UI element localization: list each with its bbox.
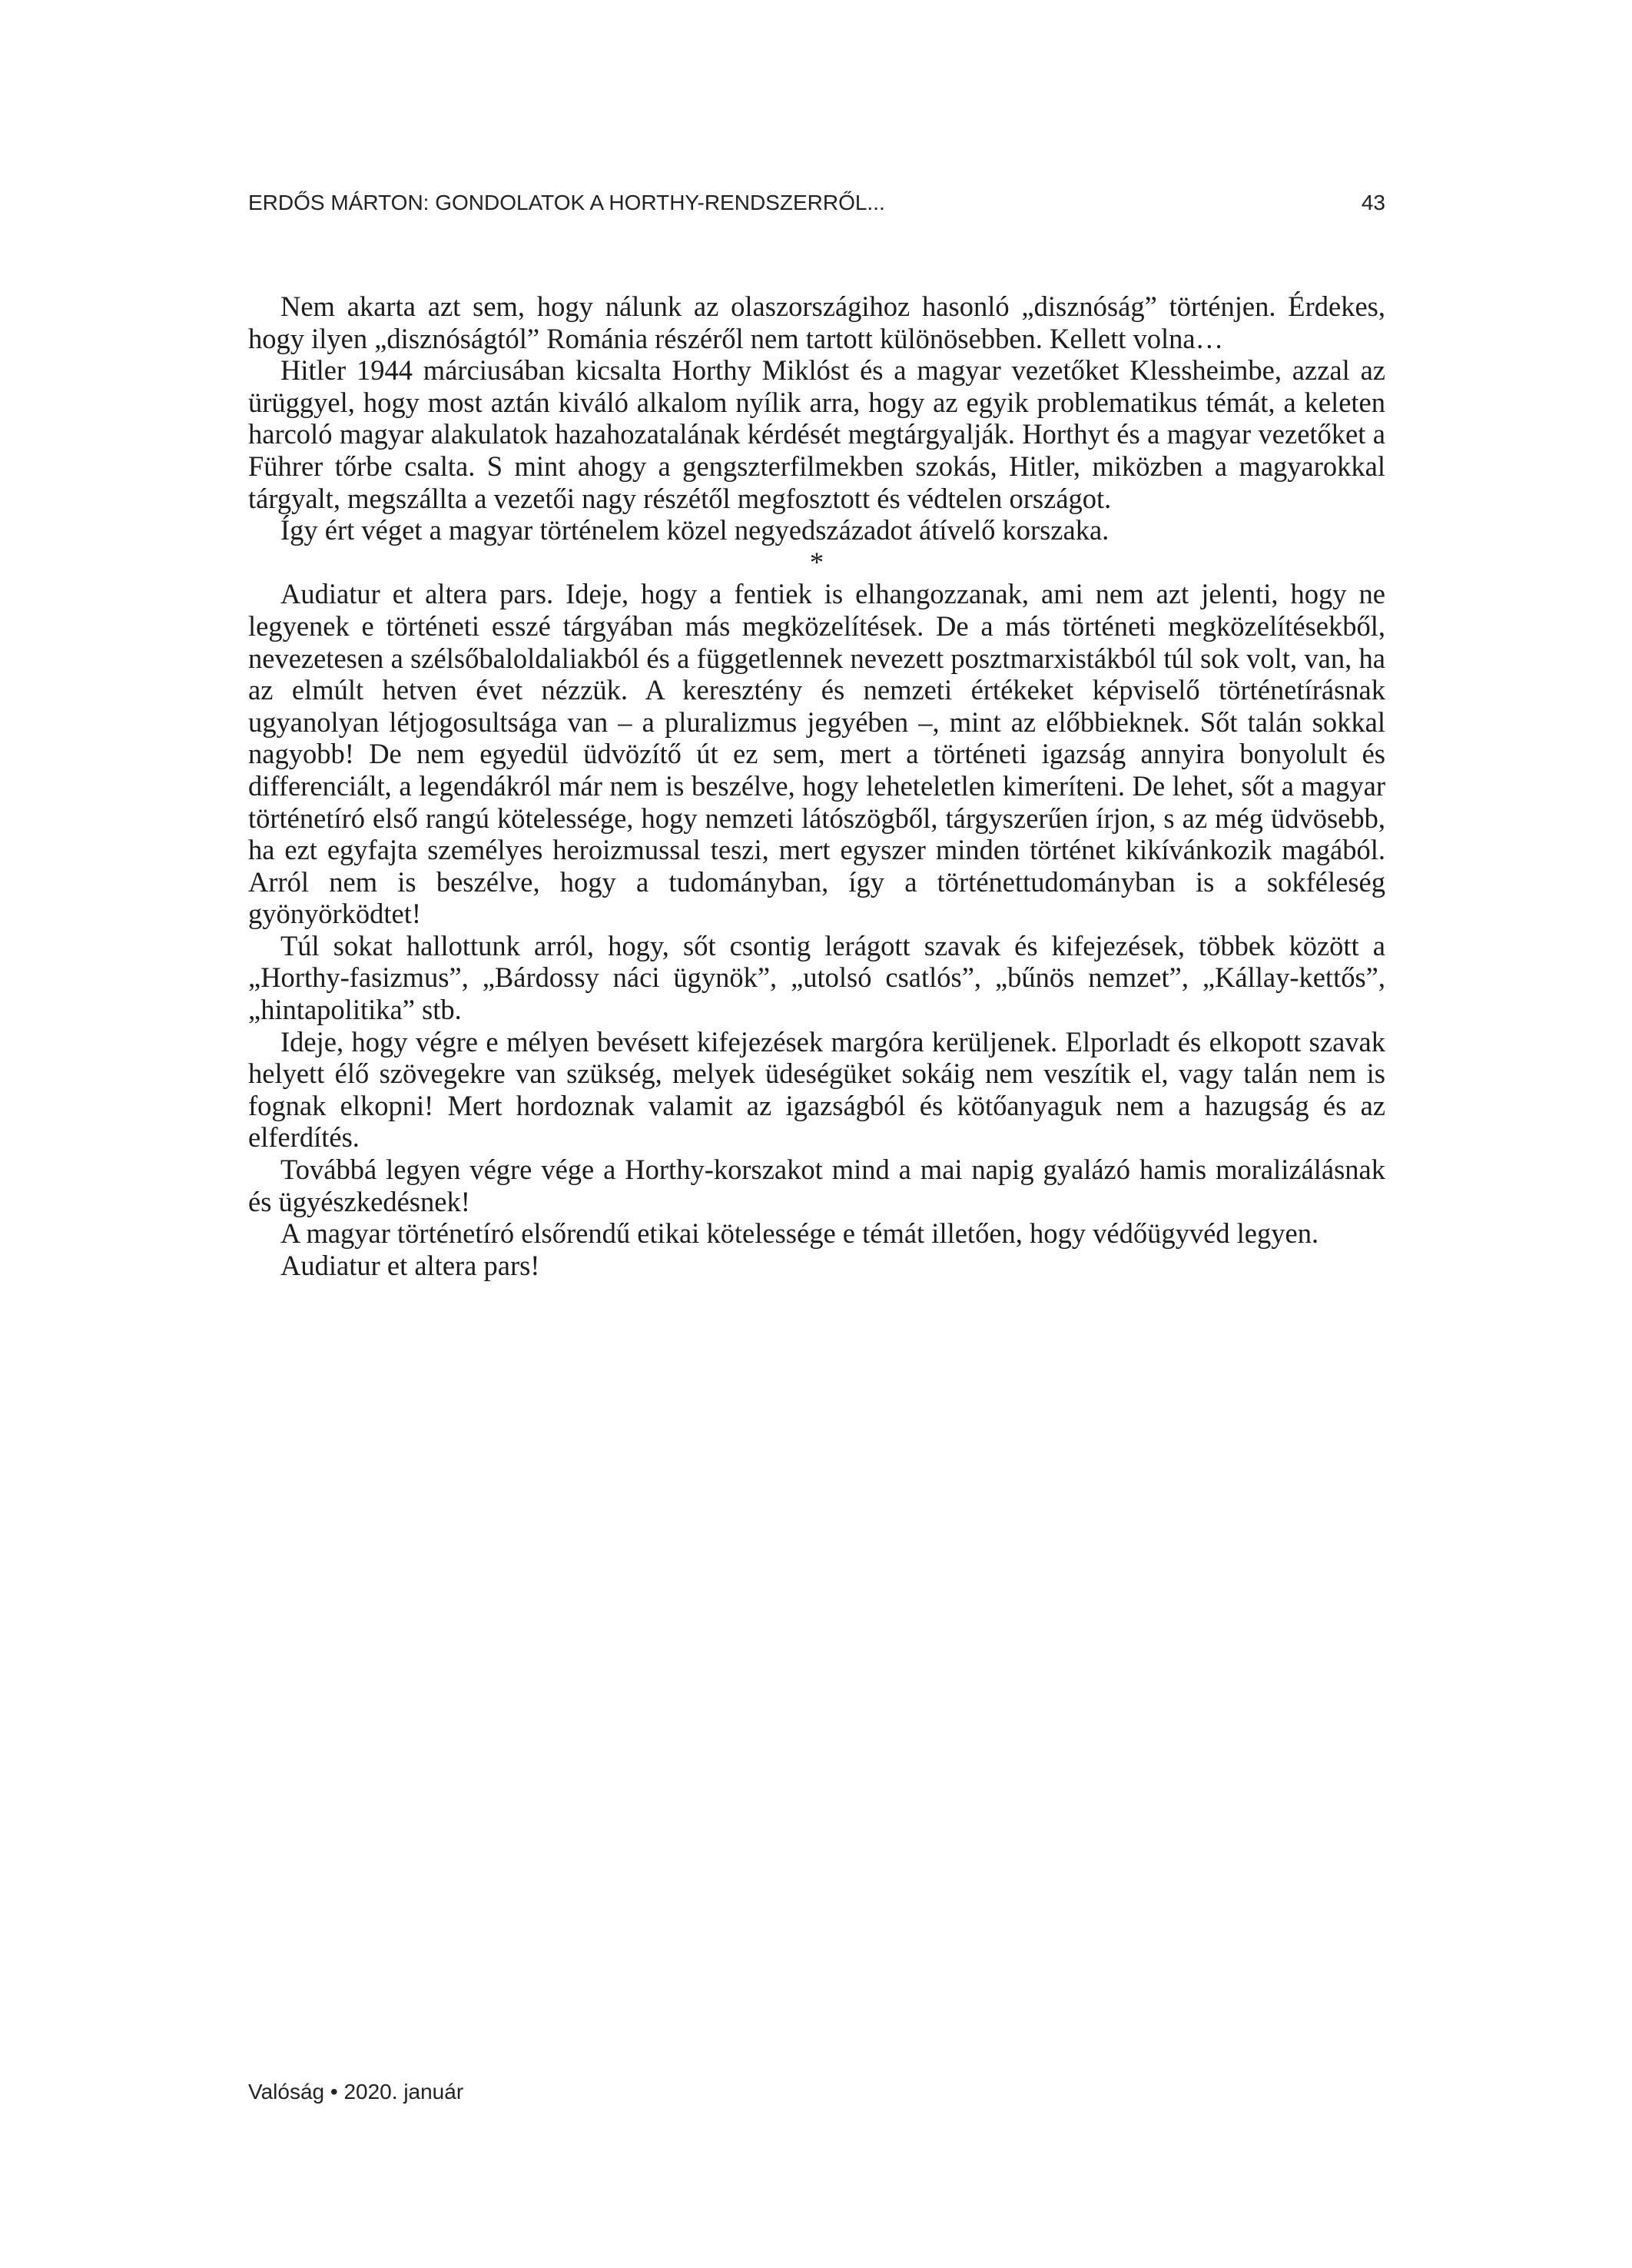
paragraph-3: Így ért véget a magyar történelem közel negyedszázadot átívelő korszaka. <box>280 514 1110 546</box>
running-header <box>248 188 1385 218</box>
header-title: ERDŐS MÁRTON: GONDOLATOK A HORTHY-RENDSZERRŐL... <box>248 191 885 214</box>
page-footer: Valóság • 2020. január <box>248 2080 464 2104</box>
paragraph-9: Audiatur et altera pars! <box>280 1249 540 1281</box>
paragraph-7: Továbbá legyen végre vége a Horthy-korszakot mind a mai napig gyalázó hamis moralizálásnak és ügyészkedésnek! <box>248 1154 1385 1217</box>
paragraph-6: Ideje, hogy végre e mélyen bevésett kifejezések margóra kerüljenek. Elporladt és elkopott szavak helyett élő szövegekre van szükség, melyek üdeségüket sokáig nem veszítik el, vagy talán nem is fognak elkopni! Mert hordoznak valamit az igazságból és kötőanyaguk nem a hazugság és az elferdítés. <box>248 1025 1385 1154</box>
article-body <box>248 291 1385 1281</box>
paragraph-1: Nem akarta azt sem, hogy nálunk az olaszországihoz hasonló „disznóság” történjen. Érdekes, hogy ilyen „disznóságtól” Románia részéről nem tartott különösebben. Kellett volna… <box>248 291 1385 354</box>
paragraph-4: Audiatur et altera pars. Ideje, hogy a fentiek is elhangozzanak, ami nem azt jelenti, hogy ne legyenek e történeti esszé tárgyában más megközelítések. De a más történeti megközelítésekből, nevezetesen a szélsőbaloldaliakból és a függetlennek nevezett posztmarxistákból túl sok volt, van, ha az elmúlt hetven évet nézzük. A keresztény és nemzeti értékeket képviselő történetírásnak ugyanolyan létjogosultsága van – a pluralizmus jegyében –, mint az előbbieknek. Sőt talán sokkal nagyobb! De nem egyedül üdvözítő út ez sem, mert a történeti igazság annyira bonyolult és differenciált, a legendákról már nem is beszélve, hogy leheteletlen kimeríteni. De lehet, sőt a magyar történetíró első rangú kötelessége, hogy nemzeti látószögből, tárgyszerűen írjon, s az még üdvösebb, ha ezt egyfajta személyes heroizmussal teszi, mert egyszer minden történet kikívánkozik magából. Arról nem is beszélve, hogy a tudományban, így a történettudományban is a sokféleség gyönyörködtet! <box>248 578 1385 930</box>
paragraph-5: Túl sokat hallottunk arról, hogy, sőt csontig lerágott szavak és kifejezések, többek között a „Horthy-fasizmus”, „Bárdossy náci ügynök”, „utolsó csatlós”, „bűnös nemzet”, „Kállay-kettős”, „hintapolitika” stb. <box>248 929 1385 1026</box>
section-separator: * <box>809 546 824 578</box>
paragraph-2: Hitler 1944 márciusában kicsalta Horthy Miklóst és a magyar vezetőket Klessheimbe, azzal az ürüggyel, hogy most aztán kiváló alkalom nyílik arra, hogy az egyik problematikus témát, a keleten harcoló magyar alakulatok hazahozatalának kérdését megtárgyalják. Horthyt és a magyar vezetőket a Führer tőrbe csalta. S mint ahogy a gengszterfilmekben szokás, Hitler, miközben a magyarokkal tárgyalt, megszállta a vezetői nagy részétől megfosztott és védtelen országot. <box>248 354 1385 514</box>
page-number: 43 <box>1361 191 1385 214</box>
paragraph-8: A magyar történetíró elsőrendű etikai kötelessége e témát illetően, hogy védőügyvéd legyen. <box>280 1217 1319 1250</box>
